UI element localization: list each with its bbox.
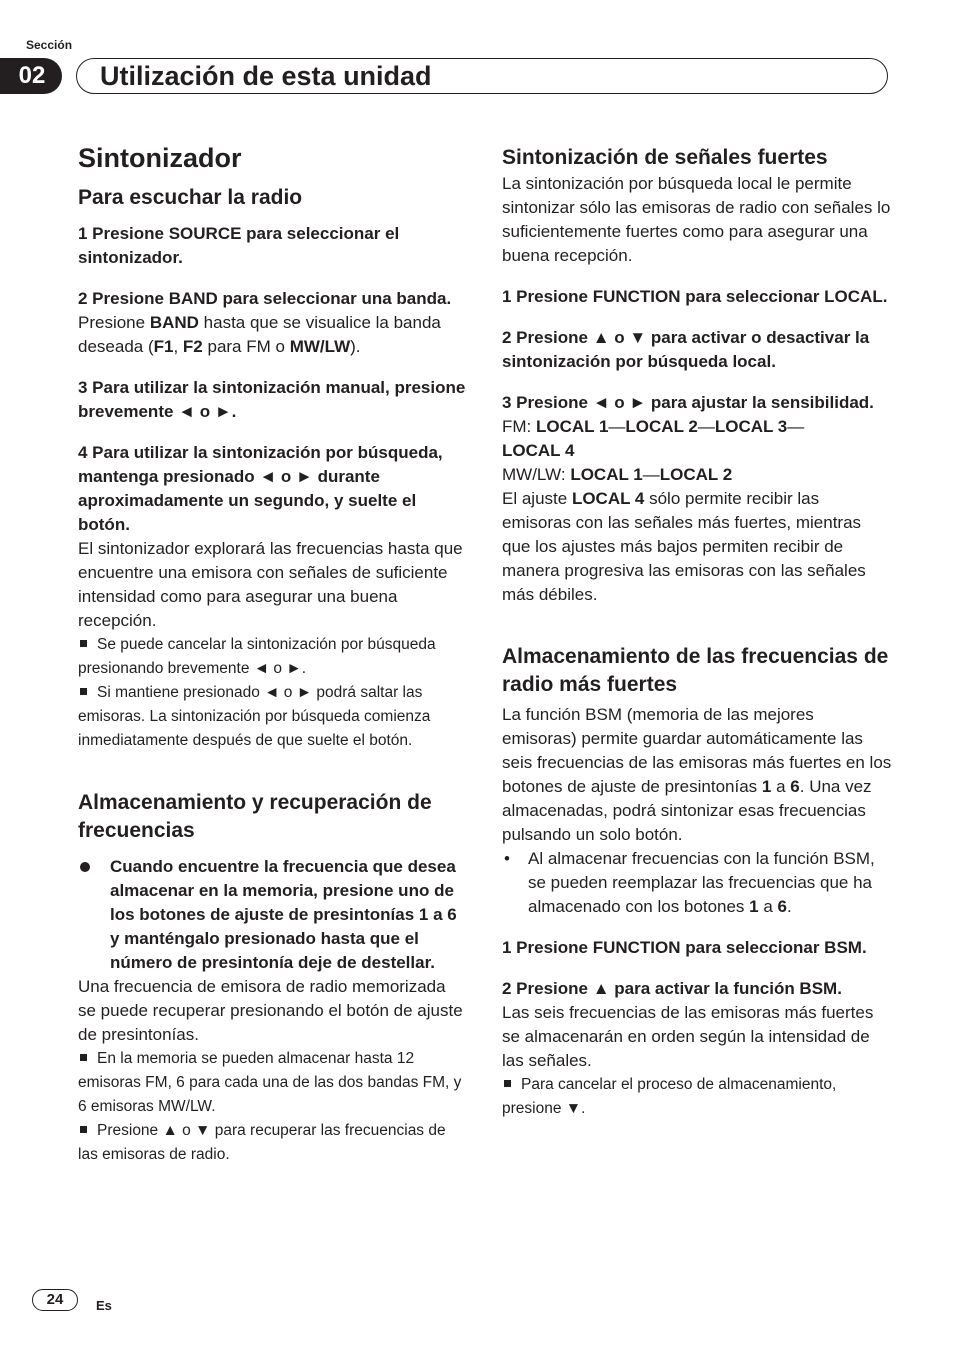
step-2-text: Presione BAND hasta que se visualice la banda deseada (F1, F2 para FM o MW/LW). <box>78 313 441 356</box>
local-intro: La sintonización por búsqueda local le permite sintonizar sólo las emisoras de radio con señales lo suficientemente fuertes como para asegurar una buena recepción. <box>502 174 891 265</box>
note-cancel-bsm: Para cancelar el proceso de almacenamiento, presione ▼. <box>502 1076 837 1117</box>
left-column <box>78 140 468 1167</box>
heading-bsm: Almacenamiento de las frecuencias de radio más fuertes <box>502 645 889 696</box>
bsm-bullet: • Al almacenar frecuencias con la función BSM, se pueden reemplazar las frecuencias que ha almacenado con los botones 1 a 6. <box>504 849 875 916</box>
heading-almacenamiento: Almacenamiento y recuperación de frecuencias <box>78 791 432 842</box>
bsm-intro: La función BSM (memoria de las mejores emisoras) permite guardar automáticamente las seis frecuencias de las emisoras más fuertes en los botones de ajuste de presintonías 1 a 6. Una vez almacenadas, podrá sintonizar esas frecuencias pulsando un solo botón. <box>502 705 892 844</box>
heading-senales-fuertes: Sintonización de señales fuertes <box>502 146 828 169</box>
step-1: 1 Presione SOURCE para seleccionar el sintonizador. <box>78 224 400 267</box>
note-square-icon <box>80 1126 87 1133</box>
heading-sintonizador: Sintonizador <box>78 143 242 173</box>
step-4: 4 Para utilizar la sintonización por búsqueda, mantenga presionado ◄ o ► durante aproximadamente un segundo, y suelte el botón. <box>78 443 443 534</box>
note-square-icon <box>80 688 87 695</box>
right-column <box>502 140 892 1121</box>
bsm-step-1: 1 Presione FUNCTION para seleccionar BSM. <box>502 938 867 957</box>
page-number: 24 <box>32 1289 78 1311</box>
step-4-text: El sintonizador explorará las frecuencias hasta que encuentre una emisora con señales de suficiente intensidad como para asegurar una buena recepción. <box>78 539 463 630</box>
bullet-icon: • <box>504 849 510 868</box>
note-square-icon <box>504 1080 511 1087</box>
note-square-icon <box>80 1054 87 1061</box>
dot-step-body: Una frecuencia de emisora de radio memorizada se puede recuperar presionando el botón de ajuste de presintonías. <box>78 977 463 1044</box>
note-recall: Presione ▲ o ▼ para recuperar las frecuencias de las emisoras de radio. <box>78 1122 446 1163</box>
section-label: Sección <box>26 38 73 52</box>
local-setting-text: El ajuste LOCAL 4 sólo permite recibir las emisoras con las señales más fuertes, mientras que los ajustes más bajos permiten recibir de manera progresiva las emisoras con las señales más débiles. <box>502 489 866 604</box>
language-code: Es <box>96 1298 112 1313</box>
bullet-dot-icon <box>80 862 90 872</box>
step-2: 2 Presione BAND para seleccionar una banda. <box>78 289 452 308</box>
note-cancel-search: Se puede cancelar la sintonización por búsqueda presionando brevemente ◄ o ►. <box>78 636 436 677</box>
bsm-step-2: 2 Presione ▲ para activar la función BSM. <box>502 979 842 998</box>
note-skip-stations: Si mantiene presionado ◄ o ► podrá saltar las emisoras. La sintonización por búsqueda comienza inmediatamente después de que suelte el botón. <box>78 684 431 749</box>
local-step-2: 2 Presione ▲ o ▼ para activar o desactivar la sintonización por búsqueda local. <box>502 328 870 371</box>
step-3: 3 Para utilizar la sintonización manual, presione brevemente ◄ o ►. <box>78 378 466 421</box>
note-square-icon <box>80 640 87 647</box>
local-step-3: 3 Presione ◄ o ► para ajustar la sensibilidad. <box>502 393 874 412</box>
section-title: Utilización de esta unidad <box>100 61 432 91</box>
dot-step-text: Cuando encuentre la frecuencia que desea almacenar en la memoria, presione uno de los botones de ajuste de presintonías 1 a 6 y manténgalo presionado hasta que el número de presintonía deje de destellar. <box>110 857 457 972</box>
note-memory-capacity: En la memoria se pueden almacenar hasta 12 emisoras FM, 6 para cada una de las dos bandas FM, y 6 emisoras MW/LW. <box>78 1050 462 1115</box>
mw-levels: MW/LW: LOCAL 1—LOCAL 2 <box>502 465 733 484</box>
section-number-badge: 02 <box>0 58 62 94</box>
fm-levels: FM: LOCAL 1—LOCAL 2—LOCAL 3— LOCAL 4 <box>502 417 805 460</box>
bsm-step-2-text: Las seis frecuencias de las emisoras más fuertes se almacenarán en orden según la intensidad de las señales. <box>502 1003 874 1070</box>
dot-step <box>78 855 468 975</box>
local-step-1: 1 Presione FUNCTION para seleccionar LOCAL. <box>502 287 888 306</box>
heading-para-escuchar: Para escuchar la radio <box>78 186 303 209</box>
